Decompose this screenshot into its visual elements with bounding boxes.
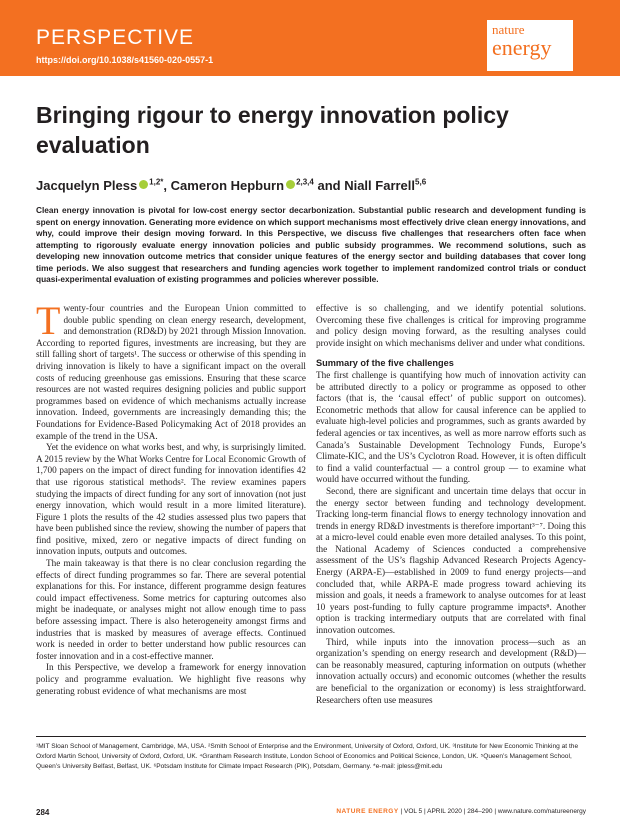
author-affiliations: 1,2 bbox=[149, 177, 161, 187]
body-paragraph: Yet the evidence on what works best, and why, is surprisingly limited. A 2015 review by the What Works Centre for Local Economic Growth of 1,700 papers on the impact of direct funding for innovation identifies 42 that use rigorous statistical methods². The review examines papers studying the impacts of direct funding for any sort of innovation (not just energy innovation, which would result in a more limited literature). Figure 1 plots the results of the 42 studies assessed plus two papers that have been published since the review, showing the number of papers that find positive, mixed, zero or negative impacts of direct funding on innovation inputs, outputs and outcomes. bbox=[36, 442, 306, 557]
author-entry bbox=[344, 178, 426, 193]
author-name[interactable]: Cameron Hepburn bbox=[170, 178, 285, 193]
drop-cap: T bbox=[36, 298, 61, 343]
header-banner bbox=[0, 0, 620, 76]
orcid-icon[interactable] bbox=[139, 180, 148, 189]
doi-link[interactable]: https://doi.org/10.1038/s41560-020-0557-1 bbox=[36, 55, 214, 65]
author-separator: , bbox=[163, 178, 171, 193]
author-entry bbox=[171, 178, 345, 193]
abstract: Clean energy innovation is pivotal for low-cost energy sector decarbonization. Substantial public research and development funding is spent on energy innovation. Generating more evidence on which support mechanisms most effectively drive clean energy innovations, and why, could improve their design moving forward. In this Perspective, we discuss five challenges that researchers often face when attempting to rigorously evaluate energy innovation policies and public subsidy programmes. We recommend solutions, such as developing new innovation outcome metrics that consider unique features of the energy sector and building databases that cover long time periods. We also suggest that researchers and funding agencies work together to implement randomized control trials or conduct quasi-experimental evaluation of existing programmes and policies wherever possible. bbox=[36, 205, 586, 284]
author-entry bbox=[36, 178, 171, 193]
article-type-label: PERSPECTIVE bbox=[36, 26, 195, 49]
journal-logo bbox=[487, 20, 573, 71]
orcid-icon[interactable] bbox=[286, 180, 295, 189]
author-name[interactable]: Jacquelyn Pless bbox=[36, 178, 138, 193]
article-title: Bringing rigour to energy innovation policy evaluation bbox=[36, 102, 509, 158]
author-list bbox=[36, 177, 596, 195]
corresponding-marker: * bbox=[160, 177, 164, 187]
body-paragraph: Third, while inputs into the innovation process—such as an organization’s spending on energy research and development (R&D)—can be reasonably measured, capturing information on outputs (whether innovation actually occurs) and economic outcomes (whether the results are beneficial to the organization or economy) is less straightforward. Researchers often use measures bbox=[316, 636, 586, 705]
footnote-divider bbox=[36, 736, 586, 737]
journal-footer-issue: | VOL 5 | APRIL 2020 | 284–290 | www.nature.com/natureenergy bbox=[398, 808, 586, 815]
body-paragraph: In this Perspective, we develop a framework for energy innovation policy and programme evaluation. We highlight five reasons why generating robust evidence of what mechanisms are most bbox=[36, 662, 306, 696]
author-affiliations: 2,3,4 bbox=[296, 177, 314, 187]
author-separator: and bbox=[313, 178, 345, 193]
journal-footer-name: NATURE ENERGY bbox=[336, 808, 399, 815]
section-heading: Summary of the five challenges bbox=[316, 358, 454, 369]
logo-text-nature: nature bbox=[492, 22, 525, 37]
paragraph-text: wenty-four countries and the European Union committed to double public spending on clean energy research, development, and demonstration (RD&D) by 2021 through Mission Innovation. According to reported figures, investments are increasing, but they are still falling short of targets¹. The success or otherwise of this spending in driving innovation is likely to have a significant impact on the overall costs of reducing greenhouse gas emissions. Ensuring that these scarce resources are not wasted requires designing policies and public support programmes based on evidence of which mechanisms actually increase innovation. Indeed, governments are increasingly demanding this; the Foundations for Evidence-Based Policymaking Act of 2018 provides an example of the trend in the USA. bbox=[36, 303, 306, 441]
affiliation-footnotes: ¹MIT Sloan School of Management, Cambridge, MA, USA. ²Smith School of Enterprise and the Environment, University of Oxford, Oxford, UK. ³Institute for New Economic Thinking at the Oxford Martin School, University of Oxford, Oxford, UK. ⁴Grantham Research Institute, London School of Economics and Political Science, London, UK. ⁵Queen’s Management School, Queen’s University Belfast, Belfast, UK. ⁶Potsdam Institute for Climate Impact Research (PIK), Potsdam, Germany. *e-mail: jpless@mit.edu bbox=[36, 743, 579, 770]
logo-text-energy: energy bbox=[492, 35, 552, 60]
author-affiliations: 5,6 bbox=[415, 177, 427, 187]
body-paragraph: Second, there are significant and uncertain time delays that occur in the energy sector between funding and technology development. Tracking long-term financial flows to energy technology innovation and trends in energy RD&D investments is therefore important³⁻⁷. Doing this at a micro-level could enable even more detailed analyses. To this point, the National Academy of Sciences conducted a comprehensive assessment of the US’s flagship Advanced Research Projects Agency-Energy (ARPA-E)—established in 2009 to fund energy projects—and concluded that, while ARPA-E made progress toward achieving its mission and goals, it needs a framework to analyse outcomes for at least 10 years post-funding to fully capture programme impacts⁸. Another option is tracking intermediary outputs that are correlated with final innovation outcomes. bbox=[316, 485, 586, 636]
author-name[interactable]: Niall Farrell bbox=[344, 178, 416, 193]
body-paragraph: The first challenge is quantifying how much of innovation activity can be attributed directly to a policy or programme as opposed to other factors (that is, the ‘causal effect’ of public support on outcomes). Econometric methods that allow for causal inference can be applied to evaluate high-level policies and programmes, such as grants awarded by federal agencies or tax incentives, as well as more narrow efforts such as Canada’s Sustainable Development Technology Funds, Europe’s Climate-KIC, and the US’s Cyclotron Road. However, it is often difficult to find a valid counterfactual — a control group — to examine what would have occurred without the funding. bbox=[316, 369, 586, 485]
journal-footer bbox=[300, 808, 586, 815]
body-paragraph bbox=[36, 298, 306, 442]
body-paragraph: The main takeaway is that there is no clear conclusion regarding the effects of direct funding programmes so far. There are several potential explanations for this. For instance, different programme design features could impact effectiveness. Some metrics for capturing outcomes also might be inadequate, or analyses might not allow enough time to pass before assessing impact. There is also heterogeneity amongst firms and industries that is masked by measures of average effects. Continued work is needed in order to better understand how public resources can foster innovation and in a cost-effective manner. bbox=[36, 558, 306, 661]
body-column-left bbox=[36, 298, 306, 697]
body-paragraph: effective is so challenging, and we identify potential solutions. Overcoming these five challenges is critical for improving programme and policy design moving forward, as the resulting analyses could provide insight on which mechanisms deliver and under what conditions. bbox=[316, 303, 586, 348]
body-column-right bbox=[316, 303, 586, 706]
page-number: 284 bbox=[36, 808, 50, 817]
